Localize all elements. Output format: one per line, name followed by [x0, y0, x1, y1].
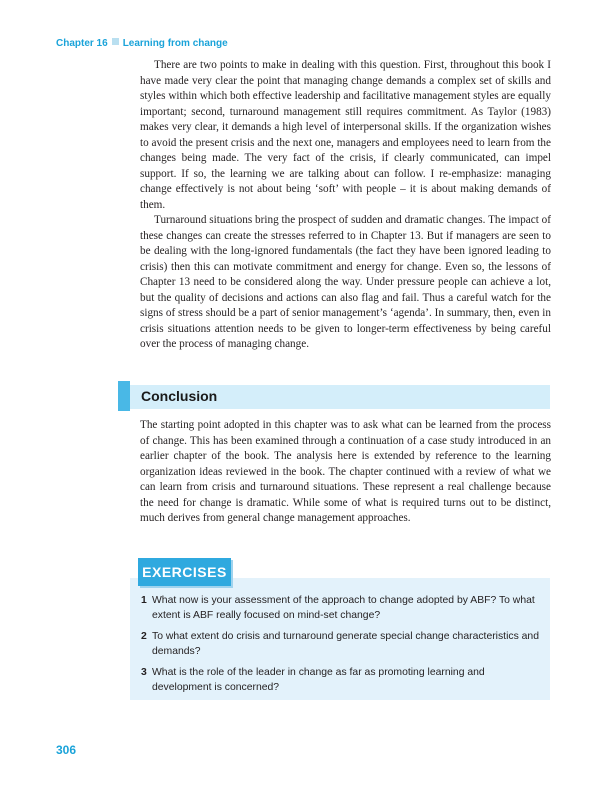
body-paragraph-1: There are two points to make in dealing with this question. First, throughout this book I have made very clear the point that managing change demands a complex set of skills and styles within which both effective leadership and facilitative management styles are equally important; second, turnaround management still requires commitment. As Taylor (1983) makes very clear, it demands a high level of interpersonal skills. If the organization wishes to avoid the present crisis and the next one, managers and employees need to learn from the changes being made. The very fact of the crisis, if clearly communicated, can impel support. If so, the learning we are talking about can follow. I re-emphasize: managing change effectively is not about being ‘soft’ with people – it is about making demands of them.: [140, 59, 551, 211]
exercise-number: 3: [141, 667, 147, 678]
body-paragraph-2: Turnaround situations bring the prospect of sudden and dramatic changes. The impact of these changes can create the stresses referred to in Chapter 13. But if managers are seen to be dealing with the long-ignored fundamentals (the fact they have been ignored leading to crisis) then this can motivate commitment and energy for change. Even so, the lessons of Chapter 13 need to be considered along the way. Under pressure people can achieve a lot, but the quality of decisions and actions can also flag and fail. Thus a careful watch for the signs of stress should be a part of senior management’s ‘agenda’. In summary, then, even in crisis situations attention needs to be given to longer-term effectiveness by being careful over the process of managing change.: [140, 214, 551, 350]
separator-square-icon: [112, 38, 119, 45]
exercise-list: [138, 593, 546, 701]
conclusion-heading: Conclusion: [141, 388, 218, 404]
conclusion-paragraph: The starting point adopted in this chapter was to ask what can be learned from the process of change. This has been examined through a continuation of a case study introduced in an earlier chapter of the book. The analysis here is extended by reference to the learning organization ideas reviewed in the book. The chapter continued with a review of what we can learn from crisis and turnaround situations. These represent a real challenge because the need for change is dramatic. While some of what is required turns out to be distinct, much derives from general change management approaches.: [140, 419, 551, 524]
exercise-text: To what extent do crisis and turnaround generate special change characteristics and demands?: [152, 631, 539, 657]
exercise-text: What now is your assessment of the approach to change adopted by ABF? To what extent is ABF really focused on mind-set change?: [152, 595, 535, 621]
exercise-item: [138, 629, 546, 659]
exercise-item: [138, 593, 546, 623]
conclusion-tab-marker: [118, 381, 130, 411]
running-head: [56, 38, 228, 49]
chapter-title: Learning from change: [122, 38, 228, 49]
chapter-number: Chapter 16: [56, 38, 108, 49]
page-number: 306: [56, 743, 77, 757]
exercise-text: What is the role of the leader in change as far as promoting learning and development is concerned?: [152, 667, 485, 693]
exercise-number: 1: [141, 595, 147, 606]
exercise-number: 2: [141, 631, 147, 642]
exercises-heading: EXERCISES: [138, 558, 231, 586]
exercise-item: [138, 665, 546, 695]
